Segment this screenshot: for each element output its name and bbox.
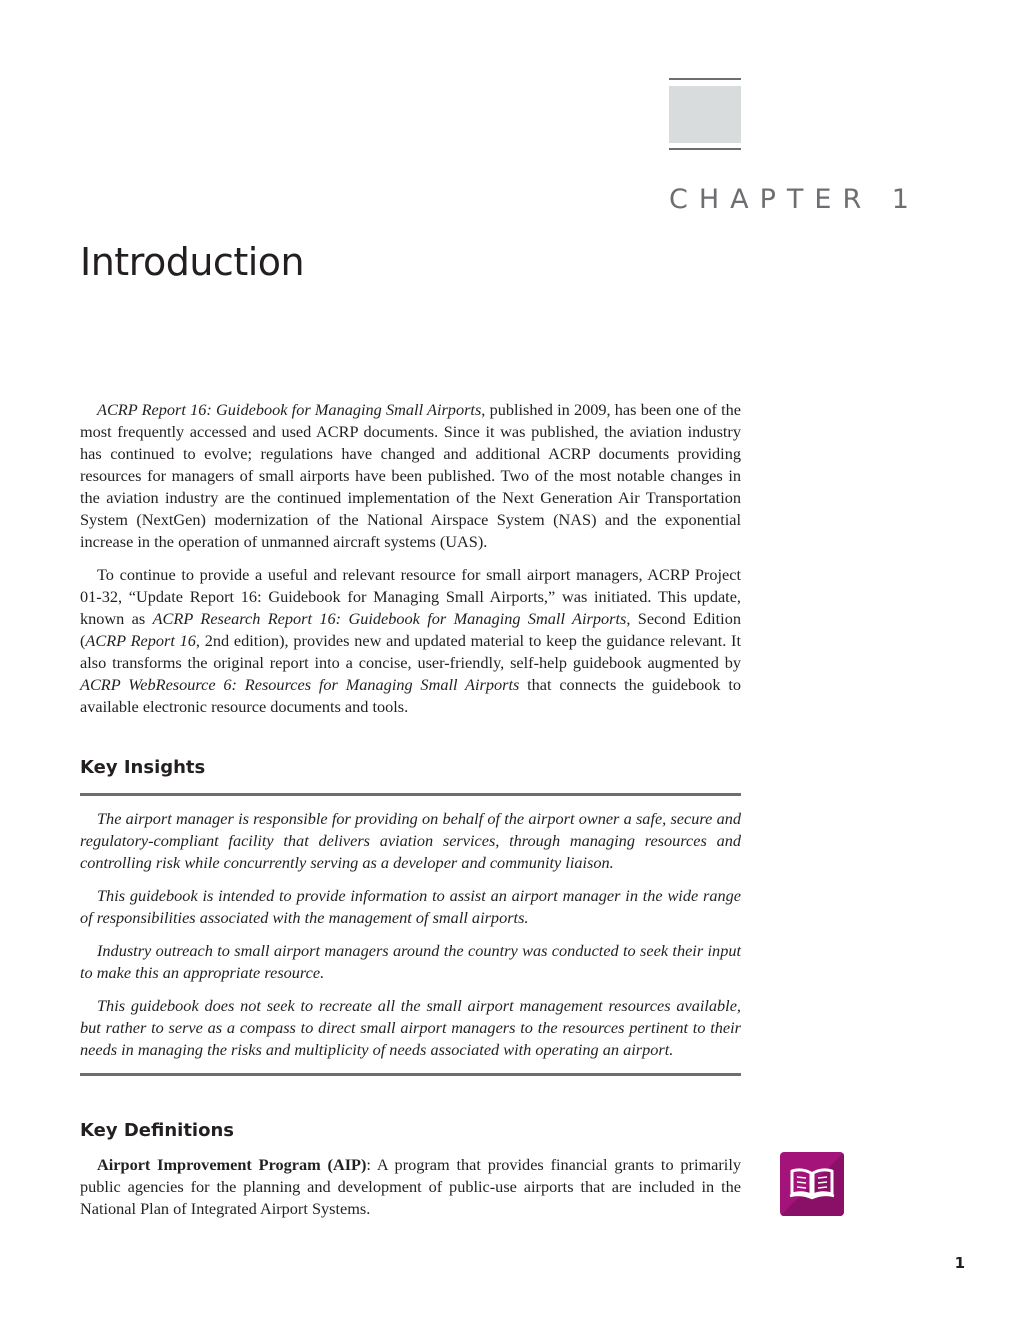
definition-item [80,1154,741,1220]
insight-item: The airport manager is responsible for providing on behalf of the airport owner a safe, secure and regulatory-compliant facility that delivers aviation services, through managing resources and controlling risk while concurrently serving as a developer and community liaison. [80,809,741,872]
intro-paragraph-2 [80,564,741,718]
key-definitions-heading: Key Definitions [80,1120,234,1141]
definitions-icon-tile [780,1152,844,1216]
key-insights-list [80,808,741,1072]
intro-ref-title: ACRP Report 16: Guidebook for Managing Small Airports [97,400,482,419]
chapter-marker-fill [669,86,741,143]
chapter-marker-bottom-rule [669,148,741,150]
insight-item: This guidebook is intended to provide information to assist an airport manager in the wide range of responsibilities associated with the management of small airports. [80,886,741,927]
intro-p2-text-3: , 2nd edition), provides new and updated material to keep the guidance relevant. It also transforms the original report into a concise, user-friendly, self-help guidebook augmented by [80,631,741,672]
open-book-icon [789,1167,835,1201]
intro-p2-italic-3: ACRP WebResource 6: Resources for Managing Small Airports [80,675,520,694]
insight-item: This guidebook does not seek to recreate all the small airport management resources available, but rather to serve as a compass to direct small airport managers to the resources pertinent to their needs in managing the risks and multiplicity of needs associated with operating an airport. [80,996,741,1059]
key-insights-bottom-rule [80,1073,741,1076]
page-number: 1 [954,1254,965,1272]
intro-paragraph-1 [80,399,741,553]
chapter-marker-box [669,78,741,150]
intro-p2-italic-2: ACRP Report 16 [85,631,196,650]
page-title: Introduction [80,240,305,284]
chapter-label: CHAPTER 1 [669,184,920,215]
intro-p1-text: , published in 2009, has been one of the most frequently accessed and used ACRP documents. Since it was published, the aviation industry has continued to evolve; regulations have changed and additional ACRP documents providing resources for managers of small airports have been published. Two of the most notable changes in the aviation industry are the continued implementation of the Next Generation Air Transportation System (NextGen) modernization of the National Airspace System (NAS) and the exponential increase in the operation of unmanned aircraft systems (UAS). [80,400,742,551]
intro-p2-text-4: that connects the guidebook to available electronic resource documents and tools. [80,675,741,716]
key-definitions-list [80,1154,741,1220]
intro-p2-text-1: To continue to provide a useful and relevant resource for small airport managers, ACRP Project 01-32, “Update Report 16: Guidebook for Managing Small Airports,” was initiated. This update, known as [80,565,741,628]
chapter-marker-top-rule [669,78,741,80]
intro-p2-text-2: , Second Edition ( [80,609,741,650]
definition-text: : A program that provides financial grants to primarily public agencies for the planning and development of public-use airports that are included in the National Plan of Integrated Airport Systems. [80,1155,741,1218]
key-insights-top-rule [80,793,741,796]
insight-item: Industry outreach to small airport managers around the country was conducted to seek their input to make this an appropriate resource. [80,941,741,982]
key-insights-heading: Key Insights [80,757,206,778]
intro-section [80,399,741,729]
definition-term: Airport Improvement Program (AIP) [97,1155,367,1174]
intro-p2-italic-1: ACRP Research Report 16: Guidebook for Managing Small Airports [152,609,627,628]
